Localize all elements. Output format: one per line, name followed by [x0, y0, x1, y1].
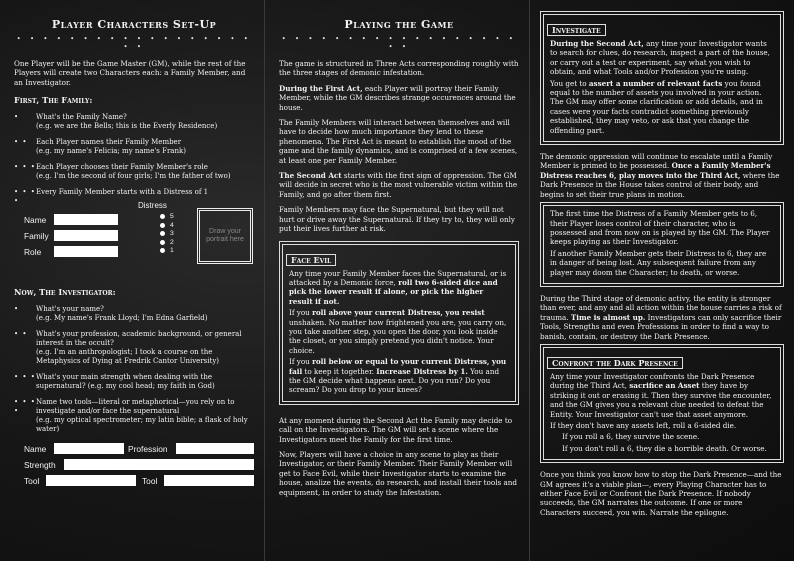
- distress-level[interactable]: [160, 247, 174, 254]
- face-evil-resist: If you roll above your current Distress, you resist unshaken. No matter how frightened you are, you carry on, you take another step, you open the door, you look inside the closet, or you simply pretend you didn't notice. Your choice.: [289, 308, 507, 355]
- possession-text-2: If another Family Member gets their Distress to 6, they are in danger of being lost. Any subsequent failure from any player may doom the Character; to death, or worse.: [550, 248, 767, 277]
- title-dots-divider: • • • • • • • • • • • • • • • • • • • •: [16, 35, 252, 51]
- investigator-question-text: What's your name? (e.g. My name's Frank Lloyd; I'm Edna Garfield): [36, 305, 208, 323]
- tool2-field[interactable]: [164, 475, 254, 486]
- confront-text-2: If they don't have any assets left, roll a 6-sided die.: [550, 421, 737, 430]
- family-question-item: [14, 113, 254, 131]
- investigator-form: [14, 442, 254, 488]
- tool1-field[interactable]: [46, 475, 136, 486]
- player-setup-column: [0, 0, 264, 561]
- distress-level[interactable]: [160, 213, 174, 220]
- investigator-question-item: [14, 373, 254, 391]
- playing-column: [265, 0, 529, 561]
- second-act-paragraph: The Second Act starts with the first sign of oppression. The GM will decide in secret who is the most vulnerable victim within the Family, and go after them first.: [279, 171, 518, 199]
- family-question-bullet: • •: [14, 138, 28, 147]
- profession-field[interactable]: [176, 443, 254, 454]
- distress-label: Distress: [138, 201, 167, 211]
- strength-field[interactable]: [64, 459, 254, 470]
- distress-dot-icon[interactable]: [160, 248, 165, 253]
- profession-label: Profession: [128, 444, 168, 455]
- family-question-bullet: • • •: [14, 163, 36, 172]
- investigator-question-text: What's your main strength when dealing with the supernatural? (e.g. my cool head; my faith in God): [36, 373, 215, 391]
- investigate-box: [543, 14, 781, 142]
- family-question-item: [14, 138, 254, 156]
- family-field[interactable]: [54, 230, 118, 241]
- inv-name-label: Name: [24, 444, 47, 455]
- distress-number: 3: [170, 230, 174, 238]
- investigator-question-bullet: • • • •: [14, 398, 36, 416]
- family-question-text: What's the Family Name? (e.g. we are the Bells; this is the Everly Residence): [36, 113, 218, 131]
- face-evil-box: [282, 244, 516, 402]
- player-choice-paragraph: Now, Players will have a choice in any scene to play as their Investigator, or their Family Member. Their Family Member will get to Face Evil, while their Investigator starts to examine the house, analize the events, do research, and install their tools and equipment, in order to study the Infestation.: [279, 450, 517, 497]
- family-question-list: [14, 113, 254, 206]
- investigate-text-1: During the Second Act, any time your Investigator wants to search for clues, do research, inspect a part of the house, or carry out a test or experiment, say what you wish to obtain, and what Tools and/or Profession you're using.: [550, 39, 770, 77]
- investigator-question-bullet: • •: [14, 330, 28, 339]
- face-evil-fail: If you roll below or equal to your current Distress, you fail to keep it together. Increase Distress by 1. You and the GM decide what happens next. Do you run? Do you scream? Do you drop to your knees?: [289, 357, 507, 395]
- portrait-box[interactable]: [197, 208, 253, 264]
- investigator-question-item: [14, 398, 254, 434]
- possession-box: [543, 205, 781, 284]
- family-question-bullet: • • • •: [14, 188, 36, 206]
- investigator-question-text: Name two tools—literal or metaphorical—you rely on to investigate and/or face the supernatural (e.g. my optical spectrometer; my latin bible; a flask of holy water): [36, 398, 248, 434]
- distress-number: 5: [170, 213, 174, 221]
- tool2-label: Tool: [142, 476, 158, 487]
- name-label: Name: [24, 215, 47, 226]
- setup-title: Player Characters Set-Up: [51, 18, 217, 31]
- investigator-question-item: [14, 330, 254, 366]
- distress-dot-icon[interactable]: [160, 231, 165, 236]
- confront-text-4: If you don't roll a 6, they die a horrible death. Or worse.: [562, 443, 767, 453]
- confront-text-3: If you roll a 6, they survive the scene.: [562, 432, 700, 442]
- call-investigators-paragraph: At any moment during the Second Act the Family may decide to call on the Investigators. The GM will set a scene where the Investigators meet the Family for the first time.: [279, 415, 513, 444]
- distress-dot-icon[interactable]: [160, 223, 165, 228]
- family-label: Family: [24, 231, 49, 242]
- third-act-paragraph: During the Third stage of demonic activy, the entity is stronger than ever, and any and all action within the house carries a risk of trauma. Time is almost up. Investigators can only sacrifice their Tools, Strengths and even Professions in order to find a way to banish, contain, or destroy the Dark Presence.: [540, 293, 782, 341]
- investigator-question-item: [14, 305, 254, 323]
- setup-intro: One Player will be the Game Master (GM), while the rest of the Players will create two Characters each: a Family Member, and an Investigator.: [14, 59, 246, 87]
- portrait-hint: Draw your portrait here: [206, 228, 244, 244]
- distress-number: 2: [170, 238, 174, 246]
- family-question-item: [14, 163, 254, 181]
- investigate-text-2: You get to assert a number of relevant facts you found equal to the number of assets you involved in your action. The GM may offer some clarification or add details, and in cases were your facts contradict something previously established, they may veto, or ask that you change the offending part.: [550, 78, 763, 135]
- distress-level[interactable]: [160, 222, 174, 229]
- family-members-paragraph: The Family Members will interact between themselves and will have to decide how much importance they lend to these phenomena. The First Act is meant to establish the mood of the game and the family dynamics, and is comprised of a few scenes, at least one per Family Member.: [279, 118, 518, 165]
- distress-number: 1: [170, 247, 174, 255]
- confront-box: [543, 347, 781, 460]
- family-question-text: Each Player chooses their Family Member's role (e.g. I'm the second of four girls; I'm the father of two): [36, 163, 231, 181]
- first-act-paragraph: During the First Act, each Player will portray their Family Member, while the GM describes strange occurences around the house.: [279, 83, 516, 112]
- family-question-item: [14, 188, 254, 206]
- investigator-question-bullet: • • •: [14, 373, 36, 382]
- role-field[interactable]: [54, 246, 118, 257]
- family-question-bullet: •: [14, 113, 20, 122]
- distress-level[interactable]: [160, 239, 174, 246]
- playing-title: Playing the Game: [344, 18, 454, 31]
- oppression-paragraph: The demonic oppression will continue to escalate until a Family Member is primed to be possessed. Once a Family Member's Distress reaches 6, play moves into the Third Act, where the Dark Presence in the House takes control of their body, and begins to set their true plans in motion.: [540, 152, 780, 199]
- family-member-form: [14, 201, 254, 277]
- investigator-question-list: [14, 305, 254, 434]
- face-evil-intro: Any time your Family Member faces the Supernatural, or is attacked by a Demonic force, roll two 6-sided dice and pick the lower result if alone, or pick the higher result if not.: [289, 268, 507, 306]
- family-name-field[interactable]: [54, 214, 118, 225]
- distress-level[interactable]: [160, 230, 174, 237]
- investigator-heading: Now, The Investigator:: [14, 287, 116, 298]
- ending-paragraph: Once you think you know how to stop the Dark Presence—and the GM agrees it's a viable plan—, every Playing Character has to either Face Evil or Confront the Dark Presence. If nobody succeeds, the GM narrates the outcome. If one or more Characters succeed, you win. Narrate the epilogue.: [540, 470, 782, 517]
- playing-dots-divider: • • • • • • • • • • • • • • • • • • • •: [281, 35, 517, 51]
- confront-title: Confront the Dark Presence: [547, 357, 683, 369]
- strength-label: Strength: [24, 460, 56, 471]
- rules-column: [530, 0, 794, 561]
- investigator-question-text: What's your profession, academic background, or general interest in the occult? (e.g. I'm an anthropologist; I took a course on the Metaphysics of Dying at Fredrik Cantor University): [36, 330, 242, 366]
- possession-text-1: The first time the Distress of a Family Member gets to 6, their Player loses control of their character, who is possessed and from now on is played by the GM. The Player keeps playing as their Investigator.: [550, 209, 770, 247]
- role-label: Role: [24, 247, 42, 258]
- tool1-label: Tool: [24, 476, 40, 487]
- structure-paragraph: The game is structured in Three Acts corresponding roughly with the three stages of demonic infestation.: [279, 59, 519, 78]
- investigator-question-bullet: •: [14, 305, 20, 314]
- inv-name-field[interactable]: [54, 443, 124, 454]
- face-evil-title: Face Evil: [286, 254, 336, 266]
- family-question-text: Every Family Member starts with a Distress of 1: [36, 188, 209, 197]
- investigate-title: Investigate: [547, 24, 606, 36]
- distress-dot-icon[interactable]: [160, 240, 165, 245]
- confront-text-1: Any time your Investigator confronts the Dark Presence during the Third Act, sacrifice an Asset they have by striking it out or erasing it. Then they survive the encounter, and the GM gives you a relevant clue needed to defeat the Entity. Your Investigator can't use that asset anymore.: [550, 371, 772, 419]
- distress-number: 4: [170, 221, 174, 229]
- supernatural-paragraph: Family Members may face the Supernatural, but they will not hurt or drive away the Supernatural. If they try to, they will only put their lives further at risk.: [279, 205, 515, 234]
- distress-dot-icon[interactable]: [160, 214, 165, 219]
- family-question-text: Each Player names their Family Member (e.g. my name's Felicia; my name's Frank): [36, 138, 186, 156]
- family-heading: First, The Family:: [14, 95, 93, 106]
